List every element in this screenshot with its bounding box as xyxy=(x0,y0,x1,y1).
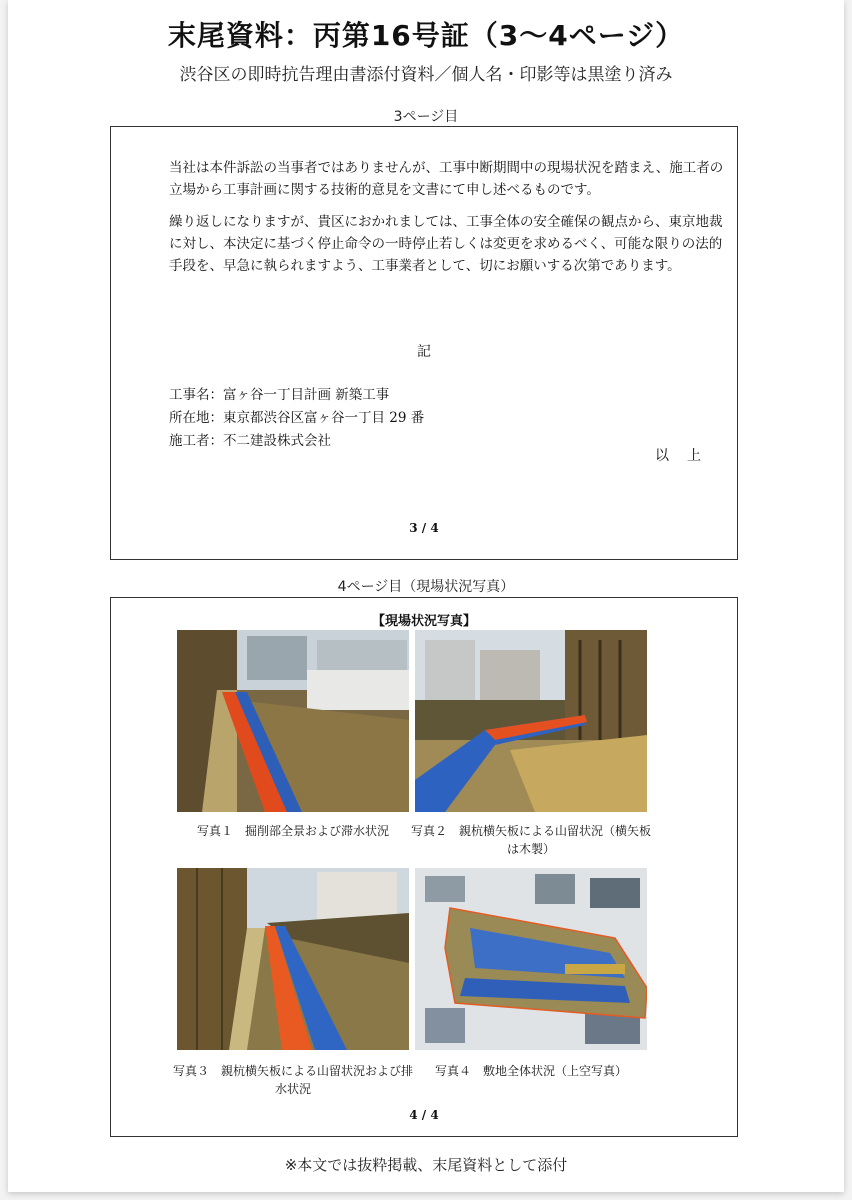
photo-section-heading: 【現場状況写真】 xyxy=(371,614,476,629)
photo-2-caption: 写真２ 親杭横矢板による山留状況（横矢板は木製） xyxy=(410,824,651,856)
page3-number: 3 / 4 xyxy=(409,521,439,535)
ki-heading: 記 xyxy=(417,344,431,360)
document-title: 末尾資料：丙第16号証（3〜4ページ） xyxy=(167,19,685,52)
document-subtitle: 渋谷区の即時抗告理由書添付資料／個人名・印影等は黒塗り済み xyxy=(179,65,673,85)
page3-paragraph-2: 繰り返しになりますが、貴区におかれましては、工事全体の安全確保の観点から、東京地裁に対し、本決定に基づく停止命令の一時停止若しくは変更を求めるべく、可能な限りの法的手段を、早急に執られますよう、工事業者として、切にお願いする次第であります。 xyxy=(169,214,723,274)
page3-frame xyxy=(110,126,738,560)
ijo-closing: 以上 xyxy=(655,448,719,464)
page3-paragraph-1: 当社は本件訴訟の当事者ではありませんが、工事中断期間中の現場状況を踏まえ、施工者の立場から工事計画に関する技術的意見を文書にて申し述べるものです。 xyxy=(169,160,724,198)
photo-1-excavation xyxy=(177,630,409,812)
photo-1-caption: 写真１ 掘削部全景および滞水状況 xyxy=(196,824,389,838)
photo-4-aerial xyxy=(415,868,647,1050)
footer-note: ※本文では抜粋掲載、末尾資料として添付 xyxy=(284,1156,568,1174)
photo-2-retaining-wall xyxy=(415,630,647,812)
page3-label: 3ページ目 xyxy=(393,109,459,125)
project-name: 工事名：富ヶ谷一丁目計画 新築工事 xyxy=(169,387,390,403)
photo-4-caption: 写真４ 敷地全体状況（上空写真） xyxy=(434,1064,627,1078)
project-contractor: 施工者：不二建設株式会社 xyxy=(169,433,331,449)
photo-3-caption: 写真３ 親杭横矢板による山留状況および排水状況 xyxy=(172,1064,413,1096)
page4-number: 4 / 4 xyxy=(409,1108,439,1122)
page4-label: 4ページ目（現場状況写真） xyxy=(337,579,515,595)
page4-frame xyxy=(110,597,738,1137)
photo-3-drainage xyxy=(177,868,409,1050)
project-location: 所在地：東京都渋谷区富ヶ谷一丁目 29 番 xyxy=(169,410,425,426)
